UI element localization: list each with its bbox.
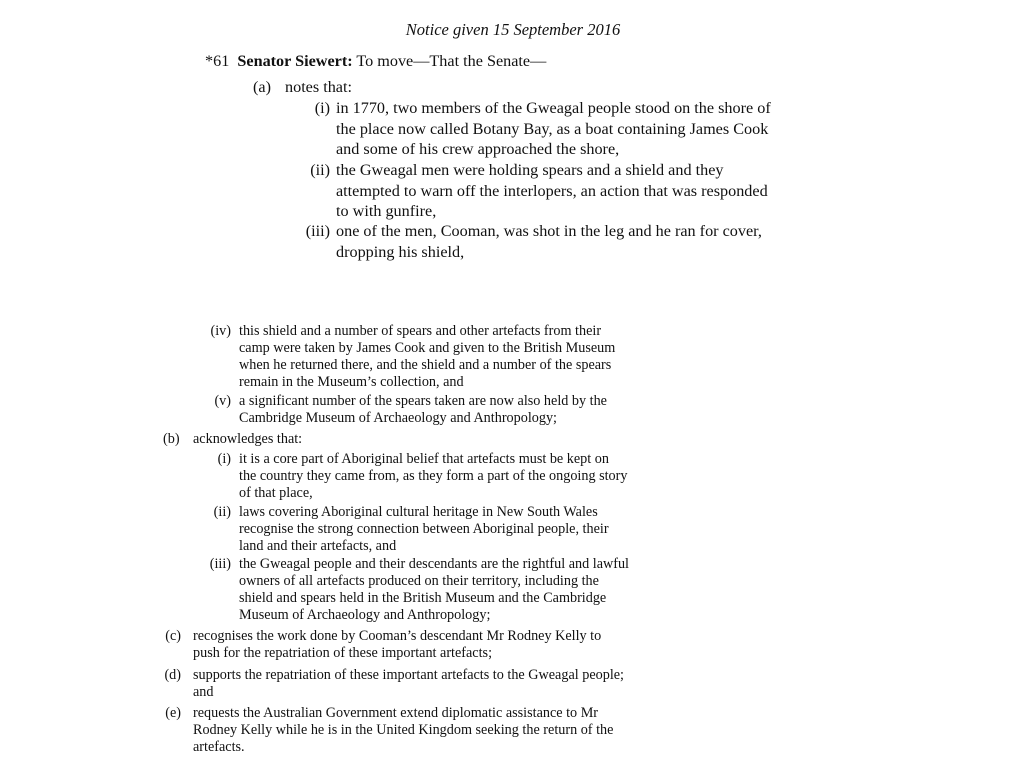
item-a-iii-line: one of the men, Cooman, was shot in the leg and he ran for cover, [336, 222, 762, 240]
paragraph-e-label: (e) [165, 705, 181, 721]
paragraph-d-line: supports the repatriation of these important artefacts to the Gweagal people; [193, 667, 624, 683]
item-b-iii-label: (iii) [209, 556, 231, 572]
paragraph-b-text: acknowledges that: [193, 431, 303, 447]
paragraph-a-label: (a) [253, 78, 271, 96]
item-a-iii-line: dropping his shield, [336, 242, 465, 261]
item-b-ii-label: (ii) [213, 504, 231, 520]
item-b-iii-line: shield and spears held in the British Museum and the Cambridge [239, 590, 607, 606]
paragraph-c-line: recognises the work done by Cooman’s descendant Mr Rodney Kelly to [193, 628, 602, 644]
item-b-iii-line: owners of all artefacts produced on their territory, including the [239, 573, 599, 589]
paragraph-d-label: (d) [164, 667, 181, 683]
item-b-i [239, 451, 627, 502]
motion-line [205, 51, 546, 72]
item-a-i-line: in 1770, two members of the Gweagal people stood on the shore of [336, 99, 771, 117]
item-a-iii-label: (iii) [305, 222, 330, 240]
item-a-iv-line: this shield and a number of spears and other artefacts from their [239, 323, 602, 339]
item-a-i-line: and some of his crew approached the shore, [336, 140, 620, 158]
item-b-iii-line: the Gweagal people and their descendants are the rightful and lawful [239, 556, 630, 572]
item-b-iii-line: Museum of Archaeology and Anthropology; [239, 607, 491, 623]
paragraph-e-line: Rodney Kelly while he is in the United Kingdom seeking the return of the [193, 722, 614, 738]
paragraph-d [193, 667, 624, 701]
item-b-ii-line: laws covering Aboriginal cultural heritage in New South Wales [239, 504, 598, 520]
paragraph-c-label: (c) [165, 628, 181, 644]
item-a-ii-line: the Gweagal men were holding spears and a shield and they [336, 161, 724, 179]
item-b-i-line: the country they came from, as they form a part of the ongoing story [239, 468, 628, 484]
paragraph-b-label: (b) [163, 431, 180, 447]
item-a-i [336, 98, 804, 160]
item-b-ii-line: land and their artefacts, and [239, 538, 397, 554]
item-a-iv-line: camp were taken by James Cook and given to the British Museum [239, 340, 616, 356]
paragraph-d-line: and [193, 684, 214, 700]
motion-intro: To move—That the Senate— [356, 52, 547, 70]
item-a-i-line: the place now called Botany Bay, as a boat containing James Cook [336, 119, 769, 138]
item-a-iv-line: remain in the Museum’s collection, and [239, 374, 464, 390]
item-b-i-line: it is a core part of Aboriginal belief that artefacts must be kept on [239, 451, 609, 467]
item-b-i-label: (i) [217, 451, 231, 467]
item-a-ii-label: (ii) [310, 161, 330, 179]
item-a-v-line: Cambridge Museum of Archaeology and Anthropology; [239, 410, 557, 426]
item-a-v [239, 393, 607, 427]
item-b-ii [239, 504, 609, 555]
item-a-v-label: (v) [214, 393, 231, 409]
item-a-iv-line: when he returned there, and the shield and a number of the spears [239, 357, 612, 373]
paragraph-e [193, 705, 613, 756]
item-a-ii-line: to with gunfire, [336, 202, 437, 220]
item-a-iv-label: (iv) [210, 323, 231, 339]
paragraph-e-line: artefacts. [193, 739, 245, 755]
item-a-i-label: (i) [314, 99, 330, 117]
item-a-iii [336, 221, 762, 262]
item-b-iii [239, 556, 629, 624]
item-b-ii-line: recognise the strong connection between Aboriginal people, their [239, 521, 609, 537]
item-a-iv [239, 323, 615, 391]
paragraph-c-line: push for the repatriation of these important artefacts; [193, 645, 493, 661]
paragraph-c [193, 628, 601, 662]
paragraph-e-line: requests the Australian Government extend diplomatic assistance to Mr [193, 705, 599, 721]
notice-date: Notice given 15 September 2016 [405, 20, 621, 39]
item-a-v-line: a significant number of the spears taken are now also held by the [239, 393, 607, 409]
item-b-i-line: of that place, [239, 485, 313, 501]
item-a-ii [336, 160, 768, 222]
motion-number: *61 [205, 52, 230, 70]
item-a-ii-line: attempted to warn off the interlopers, an action that was responded [336, 181, 768, 200]
senator-name: Senator Siewert: [237, 52, 353, 70]
paragraph-a-text: notes that: [285, 78, 352, 96]
